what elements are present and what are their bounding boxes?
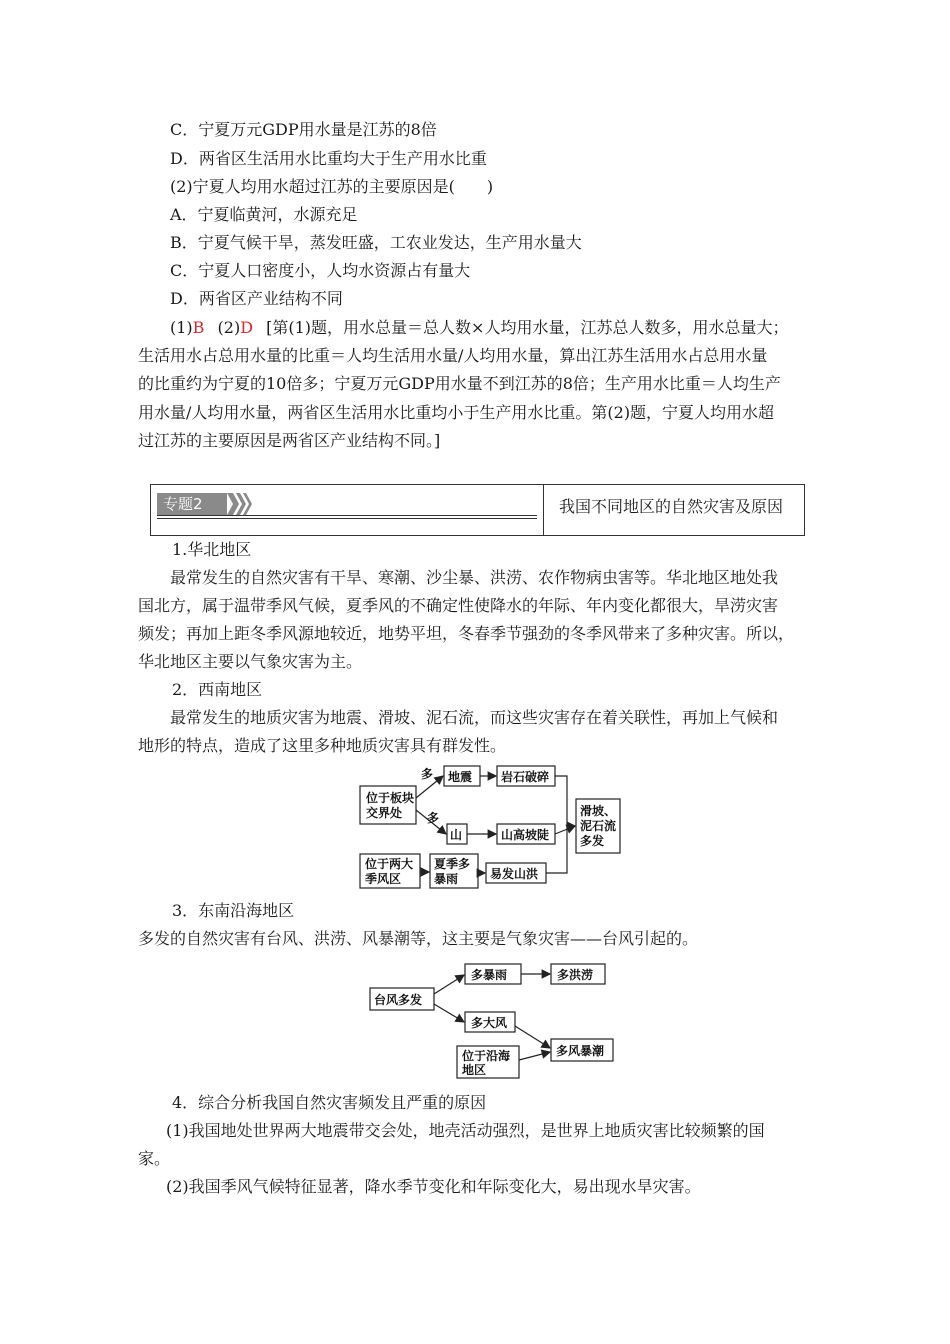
broken-rock-label: 岩石破碎	[501, 770, 550, 784]
result-label-2: 泥石流	[580, 819, 617, 833]
section-4-p3: (2)我国季风气候特征显著，降水季节变化和年际变化大，易出现水旱灾害。	[166, 1177, 701, 1196]
strong-wind-label: 多大风	[471, 1016, 508, 1030]
plate-boundary-label-2: 交界处	[366, 806, 403, 820]
steep-slope-label: 山高坡陡	[501, 828, 550, 842]
answer-1-prefix: (1)	[170, 318, 193, 337]
section-2-p1: 最常发生的地质灾害为地震、滑坡、泥石流，而这些灾害存在着关联性，再加上气候和	[170, 708, 779, 727]
summer-rain-label-2: 暴雨	[434, 872, 459, 886]
floods-label: 多洪涝	[557, 968, 594, 982]
option-2b: B．宁夏气候干旱，蒸发旺盛，工农业发达，生产用水量大	[170, 233, 582, 252]
option-1d: D．两省区生活用水比重均大于生产用水比重	[170, 149, 487, 168]
earthquake-label: 地震	[448, 770, 473, 784]
section-4-p2: 家。	[138, 1149, 171, 1168]
option-1c: C．宁夏万元GDP用水量是江苏的8倍	[170, 120, 437, 139]
monsoon-region-label-1: 位于两大	[365, 857, 414, 871]
southeast-hazard-diagram	[365, 960, 625, 1080]
section-3-p1: 多发的自然灾害有台风、洪涝、风暴潮等，这主要是气象灾害——台风引起的。	[138, 929, 699, 948]
section-1-p1: 最常发生的自然灾害有干旱、寒潮、沙尘暴、洪涝、农作物病虫害等。华北地区地处我	[170, 568, 779, 587]
many-label-top: 多	[421, 767, 434, 781]
answer-2-prefix: (2)	[217, 318, 241, 337]
explanation-line-2: 生活用水占总用水量的比重＝人均生活用水量/人均用水量，算出江苏生活用水占总用水量	[138, 346, 768, 365]
southwest-hazard-diagram	[355, 762, 625, 892]
mountain-label: 山	[450, 828, 463, 842]
topic-tag: 专题2	[157, 493, 227, 515]
section-1-heading: 1.华北地区	[172, 540, 252, 559]
section-3-heading: 3．东南沿海地区	[172, 901, 295, 920]
coastal-region-label-2: 地区	[462, 1063, 487, 1077]
section-1-p2: 国北方，属于温带季风气候，夏季风的不确定性使降水的年际、年内变化都很大，旱涝灾害	[138, 596, 779, 615]
topic-title: 我国不同地区的自然灾害及原因	[559, 497, 784, 516]
coastal-region-label-1: 位于沿海	[462, 1049, 511, 1063]
option-2c: C．宁夏人口密度小，人均水资源占有量大	[170, 261, 471, 280]
stripes-decoration	[227, 493, 257, 515]
option-2d: D．两省区产业结构不同	[170, 289, 343, 308]
question-2-stem: (2)宁夏人均用水超过江苏的主要原因是( )	[170, 177, 494, 196]
result-label-3: 多发	[580, 834, 605, 848]
section-4-p1: (1)我国地处世界两大地震带交会处，地壳活动强烈，是世界上地质灾害比较频繁的国	[166, 1121, 765, 1140]
explanation-text: [第(1)题，用水总量＝总人数×人均用水量，江苏总人数多，用水总量大；	[266, 318, 789, 337]
section-4-heading: 4．综合分析我国自然灾害频发且严重的原因	[172, 1093, 487, 1112]
section-1-p4: 华北地区主要以气象灾害为主。	[138, 652, 363, 671]
flash-flood-label: 易发山洪	[490, 867, 539, 881]
answer-line-1	[170, 318, 788, 338]
explanation-line-5: 过江苏的主要原因是两省区产业结构不同。]	[138, 431, 441, 450]
storm-surge-label: 多风暴潮	[556, 1044, 605, 1058]
section-1-p3: 频发；再加上距冬季风源地较近，地势平坦，冬春季节强劲的冬季风带来了多种灾害。所以，	[138, 624, 795, 643]
section-2-p2: 地形的特点，造成了这里多种地质灾害具有群发性。	[138, 736, 507, 755]
summer-rain-label-1: 夏季多	[434, 857, 471, 871]
explanation-line-3: 的比重约为宁夏的10倍多；宁夏万元GDP用水量不到江苏的8倍；生产用水比重＝人均生产	[138, 374, 781, 393]
section-2-heading: 2．西南地区	[172, 680, 263, 699]
plate-boundary-label-1: 位于板块	[366, 791, 415, 805]
many-label-bottom: 多	[427, 811, 440, 825]
topic-banner	[150, 484, 805, 536]
explanation-line-4: 用水量/人均用水量，两省区生活用水比重均小于生产用水比重。第(2)题，宁夏人均用水超	[138, 403, 775, 422]
option-2a: A．宁夏临黄河，水源充足	[170, 205, 358, 224]
rainstorm-label: 多暴雨	[471, 968, 508, 982]
typhoon-label: 台风多发	[374, 993, 423, 1007]
answer-1-value: B	[192, 318, 205, 337]
answer-2-value: D	[240, 318, 254, 337]
monsoon-region-label-2: 季风区	[365, 872, 402, 886]
result-label-1: 滑坡、	[580, 804, 617, 818]
